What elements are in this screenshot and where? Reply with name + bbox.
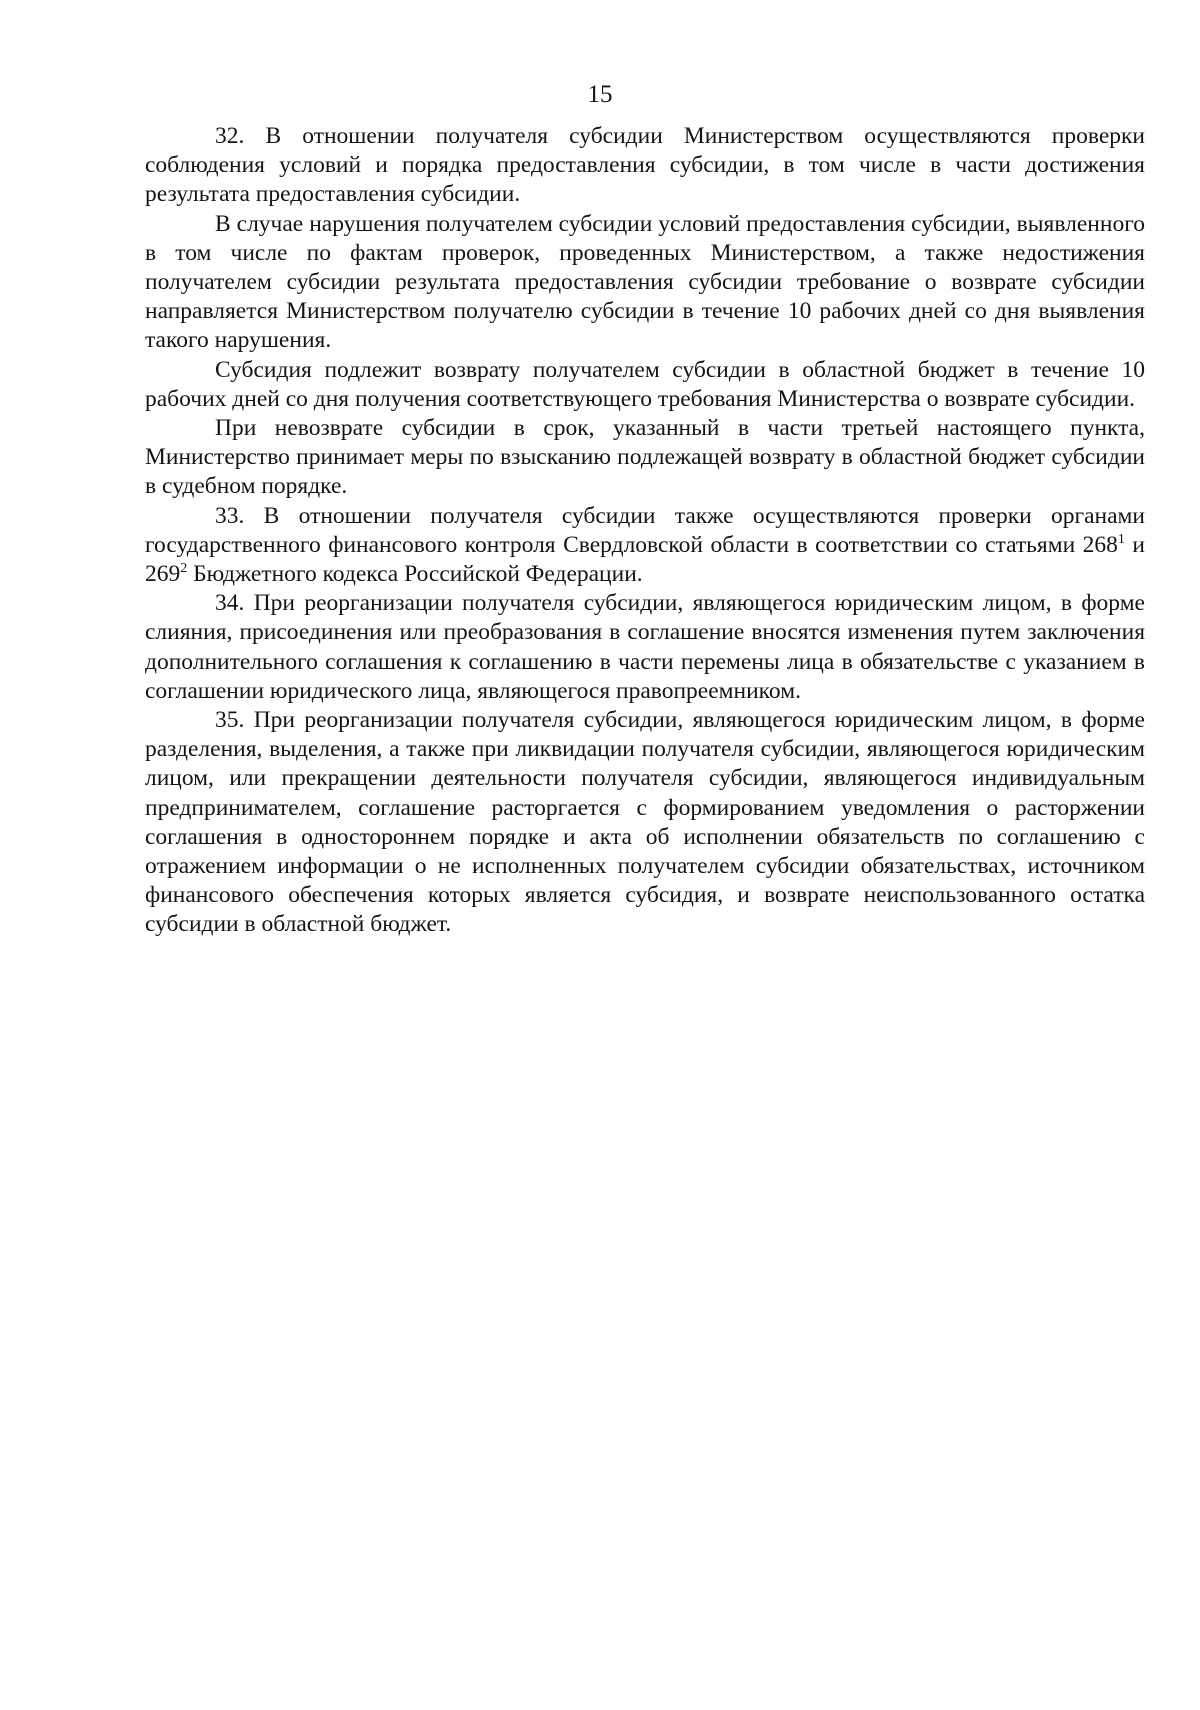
paragraph-33-text-middle: и 269	[145, 531, 1145, 588]
paragraph-32-refund: Субсидия подлежит возврату получателем субсидии в областной бюджет в течение 10 рабочих дней со дня получения соответствующего требования Министерства о возврате субсидии.	[145, 356, 1145, 412]
paragraph-33	[145, 502, 1145, 590]
paragraph-34: 34. При реорганизации получателя субсидии, являющегося юридическим лицом, в форме слияния, присоединения или преобразования в соглашение вносятся изменения путем заключения дополнительного соглашения к соглашению в части перемены лица в обязательстве с указанием в соглашении юридического лица, являющегося правопреемником.	[145, 590, 1145, 704]
page-number: 15	[587, 81, 613, 108]
paragraph-35: 35. При реорганизации получателя субсидии, являющегося юридическим лицом, в форме разделения, выделения, а также при ликвидации получателя субсидии, являющегося юридическим лицом, или прекращении деятельности получателя субсидии, являющегося индивидуальным предпринимателем, соглашение расторгается с формированием уведомления о расторжении соглашения в одностороннем порядке и акта об исполнении обязательств по соглашению с отражением информации о не исполненных получателем субсидии обязательствах, источником финансового обеспечения которых является субсидия, и возврате неиспользованного остатка субсидии в областной бюджет.	[145, 707, 1145, 938]
paragraph-32: 32. В отношении получателя субсидии Министерством осуществляются проверки соблюдения условий и порядка предоставления субсидии, в том числе в части достижения результата предоставления субсидии.	[145, 123, 1145, 208]
paragraph-33-text-start: 33. В отношении получателя субсидии также осуществляются проверки органами государственного финансового контроля Свердловской области в соответствии со статьями 268	[145, 502, 1145, 558]
paragraph-33-text-end: Бюджетного кодекса Российской Федерации.	[187, 561, 643, 588]
paragraph-32-violation: В случае нарушения получателем субсидии условий предоставления субсидии, выявленного в том числе по фактам проверок, проведенных Министерством, а также недостижения получателем субсидии результата предоставления субсидии требование о возврате субсидии направляется Министерством получателю субсидии в течение 10 рабочих дней со дня выявления такого нарушения.	[145, 210, 1145, 354]
footnote-superscript-2: 2	[180, 561, 188, 577]
document-body	[145, 122, 1145, 940]
paragraph-32-court: При невозврате субсидии в срок, указанный в части третьей настоящего пункта, Министерство принимает меры по взысканию подлежащей возврату в областной бюджет субсидии в судебном порядке.	[145, 415, 1145, 500]
footnote-superscript-1: 1	[1117, 531, 1125, 547]
